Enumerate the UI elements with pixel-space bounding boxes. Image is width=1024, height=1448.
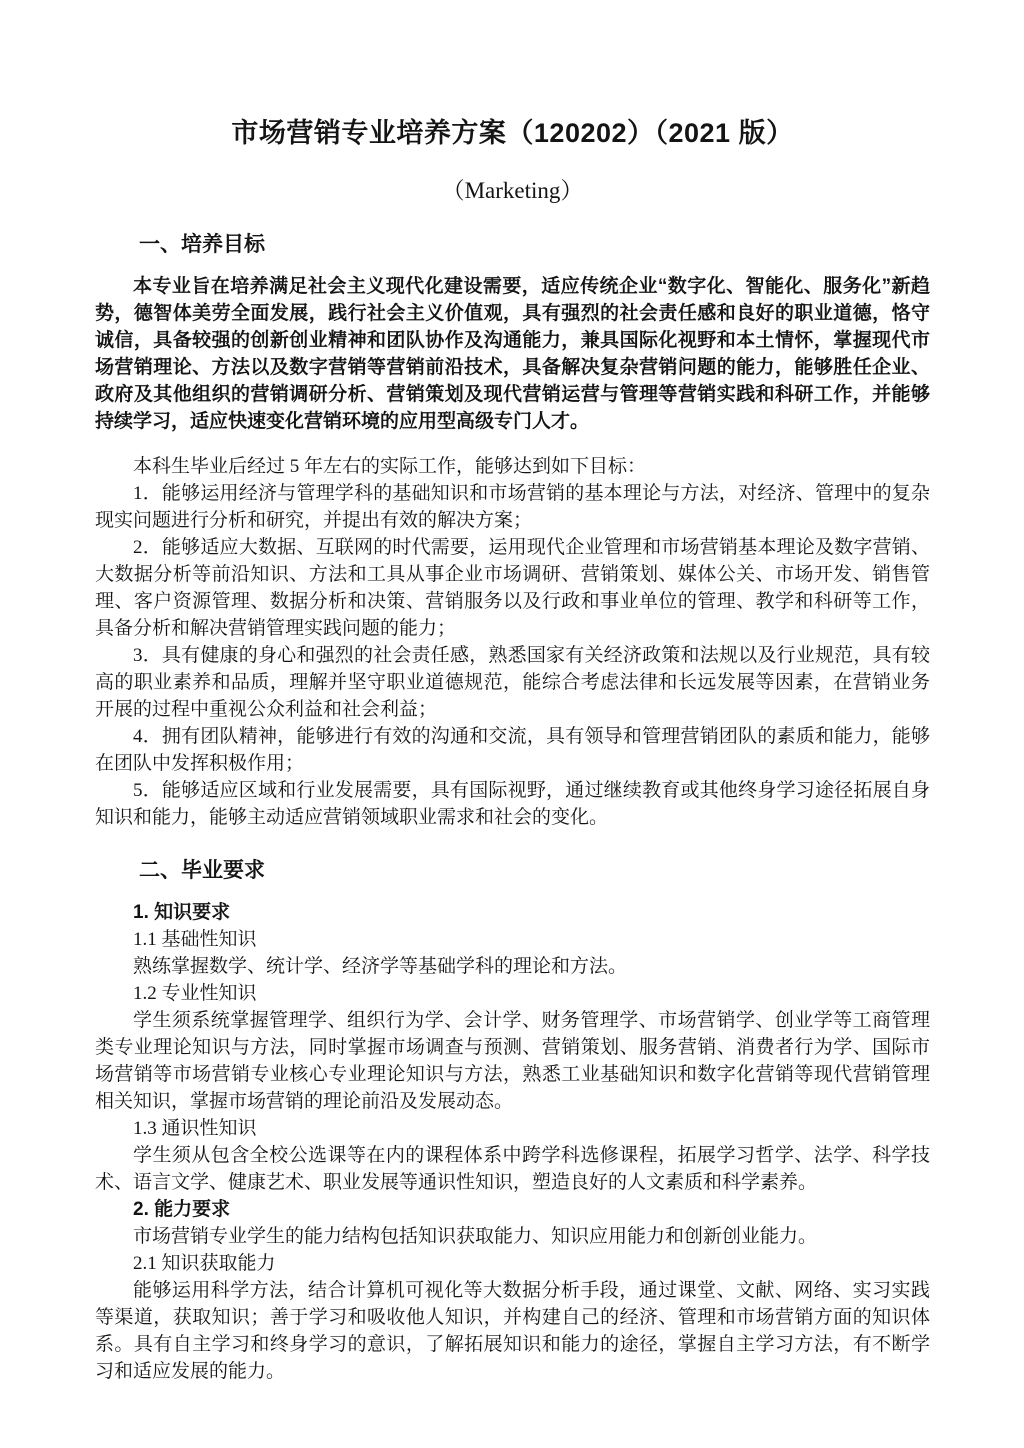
- ability-item-1-text: 能够运用科学方法，结合计算机可视化等大数据分析手段，通过课堂、文献、网络、实习实践等渠道，获取知识；善于学习和吸收他人知识，并构建自己的经济、管理和市场营销方面的知识体系。具有自主学习和终身学习的意识，了解拓展知识和能力的途径，掌握自主学习方法，有不断学习和适应发展的能力。: [95, 1280, 930, 1382]
- ability-requirements-heading: 2. 能力要求: [133, 1199, 231, 1220]
- section-training-objectives: [95, 231, 930, 831]
- goal-item-3: 3．具有健康的身心和强烈的社会责任感，熟悉国家有关经济政策和法规以及行业规范，具有较高的职业素养和品质，理解并坚守职业道德规范，能综合考虑法律和长远发展等因素，在营销业务开展的过程中重视公众利益和社会利益；: [95, 645, 930, 720]
- document-subtitle: （Marketing）: [441, 178, 584, 203]
- knowledge-item-2-label: 1.2 专业性知识: [133, 983, 257, 1004]
- ability-lead: 市场营销专业学生的能力结构包括知识获取能力、知识应用能力和创新创业能力。: [133, 1226, 818, 1247]
- goal-item-5: 5．能够适应区域和行业发展需要，具有国际视野，通过继续教育或其他终身学习途径拓展自身知识和能力，能够主动适应营销领域职业需求和社会的变化。: [95, 780, 930, 828]
- ability-requirements-list: [95, 1223, 930, 1385]
- knowledge-requirements-heading: 1. 知识要求: [133, 902, 231, 923]
- knowledge-item-3-label: 1.3 通识性知识: [133, 1118, 257, 1139]
- knowledge-requirements-list: [95, 926, 930, 1196]
- section-graduation-heading: 二、毕业要求: [139, 859, 265, 882]
- ability-item-1-label: 2.1 知识获取能力: [133, 1253, 276, 1274]
- section-graduation-requirements: [95, 857, 930, 1385]
- knowledge-item-1-label: 1.1 基础性知识: [133, 929, 257, 950]
- document-title: 市场营销专业培养方案（120202）（2021 版）: [231, 118, 794, 148]
- knowledge-item-2-text: 学生须系统掌握管理学、组织行为学、会计学、财务管理学、市场营销学、创业学等工商管理类专业理论知识与方法，同时掌握市场调查与预测、营销策划、服务营销、消费者行为学、国际市场营销等市场营销专业核心专业理论知识与方法，熟悉工业基础知识和数字化营销等现代营销管理相关知识，掌握市场营销的理论前沿及发展动态。: [95, 1010, 930, 1112]
- goal-item-1: 1．能够运用经济与管理学科的基础知识和市场营销的基本理论与方法，对经济、管理中的复杂现实问题进行分析和研究，并提出有效的解决方案；: [95, 483, 930, 531]
- goal-item-4: 4．拥有团队精神，能够进行有效的沟通和交流，具有领导和管理营销团队的素质和能力，能够在团队中发挥积极作用；: [95, 726, 930, 774]
- training-intro-paragraph: 本专业旨在培养满足社会主义现代化建设需要，适应传统企业“数字化、智能化、服务化”新趋势，德智体美劳全面发展，践行社会主义价值观，具有强烈的社会责任感和良好的职业道德，恪守诚信，具备较强的创新创业精神和团队协作及沟通能力，兼具国际化视野和本土情怀，掌握现代市场营销理论、方法以及数字营销等营销前沿技术，具备解决复杂营销问题的能力，能够胜任企业、政府及其他组织的营销调研分析、营销策划及现代营销运营与管理等营销实践和科研工作，并能够持续学习，适应快速变化营销环境的应用型高级专门人才。: [95, 276, 930, 432]
- training-goals-lead: 本科生毕业后经过 5 年左右的实际工作，能够达到如下目标：: [133, 456, 647, 477]
- training-goals-list: [95, 480, 930, 831]
- goal-item-2: 2．能够适应大数据、互联网的时代需要，运用现代企业管理和市场营销基本理论及数字营销、大数据分析等前沿知识、方法和工具从事企业市场调研、营销策划、媒体公关、市场开发、销售管理、客户资源管理、数据分析和决策、营销服务以及行政和事业单位的管理、教学和科研等工作，具备分析和解决营销管理实践问题的能力；: [95, 537, 930, 639]
- section-training-heading: 一、培养目标: [139, 233, 265, 256]
- knowledge-item-1-text: 熟练掌握数学、统计学、经济学等基础学科的理论和方法。: [133, 956, 628, 977]
- knowledge-item-3-text: 学生须从包含全校公选课等在内的课程体系中跨学科选修课程，拓展学习哲学、法学、科学技术、语言文学、健康艺术、职业发展等通识性知识，塑造良好的人文素质和科学素养。: [95, 1145, 930, 1193]
